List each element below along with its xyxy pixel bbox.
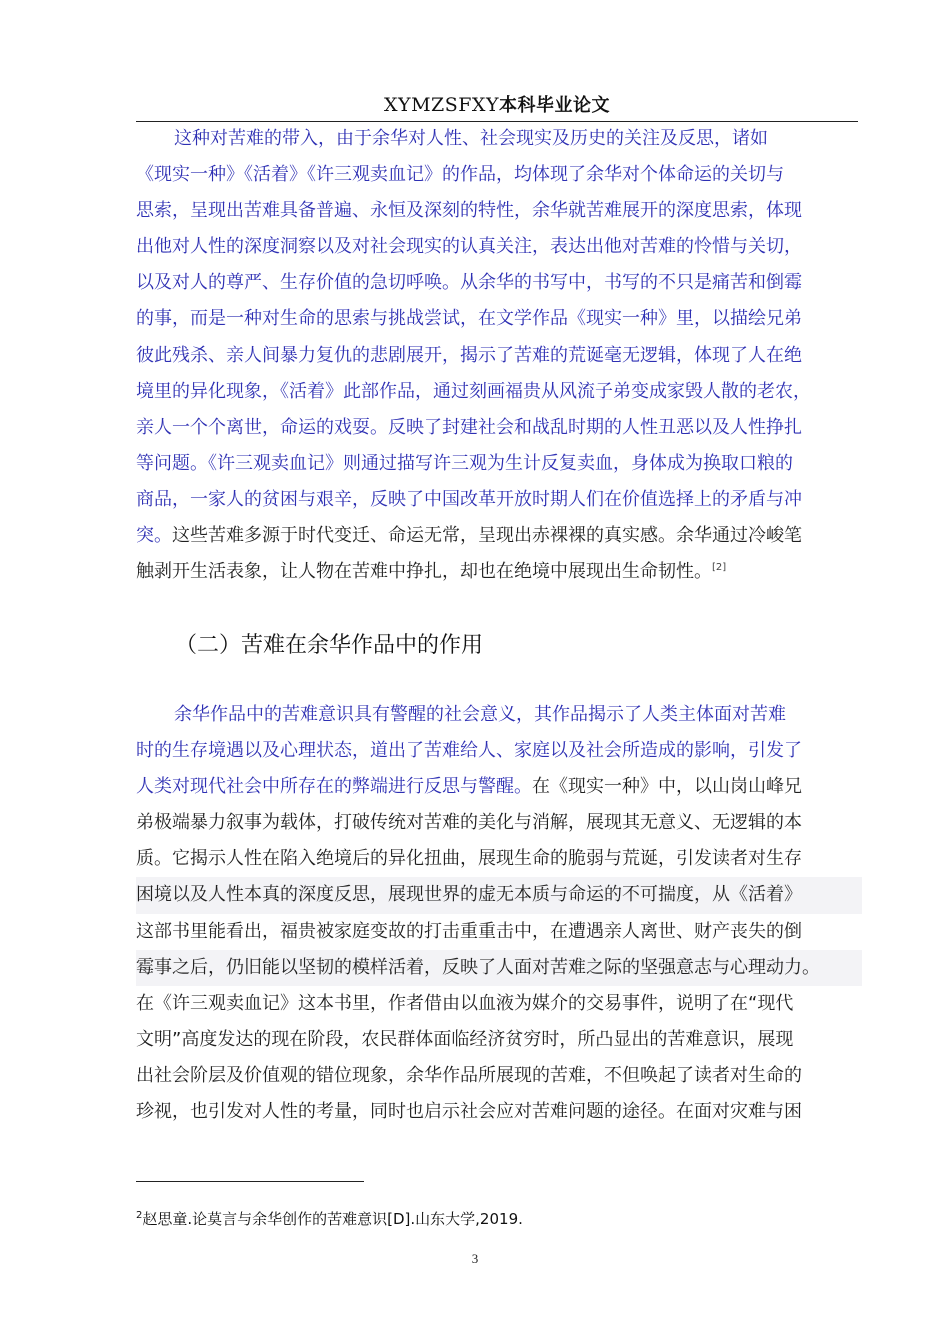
header-chinese: 本科毕业论文 — [499, 95, 610, 116]
text-segment: 触剥开生活表象，让人物在苦难中挣扎，却也在绝境中展现出生命韧性。 — [136, 561, 712, 583]
text-line: 霉事之后，仍旧能以坚韧的模样活着，反映了人面对苦难之际的坚强意志与心理动力。 — [136, 950, 862, 986]
text-line: 商品，一家人的贫困与艰辛，反映了中国改革开放时期人们在价值选择上的矛盾与冲 — [136, 488, 802, 510]
footnote-separator — [136, 1181, 364, 1182]
text-line: 时的生存境遇以及心理状态，道出了苦难给人、家庭以及社会所造成的影响，引发了 — [136, 740, 802, 762]
paragraph-2 — [136, 697, 862, 1130]
footnote-text: 赵思童.论莫言与余华创作的苦难意识[D].山东大学,2019. — [142, 1210, 523, 1228]
page-number: 3 — [471, 1251, 479, 1266]
text-line: 出社会阶层及价值观的错位现象，余华作品所展现的苦难，不但唤起了读者对生命的 — [136, 1064, 802, 1086]
text-line: 弟极端暴力叙事为载体，打破传统对苦难的美化与消解，展现其无意义、无逻辑的本 — [136, 812, 802, 834]
footnote — [136, 1208, 523, 1230]
text-segment: 这些苦难多源于时代变迁、命运无常，呈现出赤裸裸的真实感。余华通过冷峻笔 — [172, 525, 802, 547]
text-line — [136, 518, 862, 554]
text-line — [136, 769, 862, 805]
text-line: 这种对苦难的带入，由于余华对人性、社会现实及历史的关注及反思，诸如 — [174, 128, 768, 149]
text-segment: 人类对现代社会中所存在的弊端进行反思与警醒。 — [136, 776, 532, 798]
footnote-mark: 2 — [136, 1210, 143, 1221]
text-line: 以及对人的尊严、生存价值的急切呼唤。从余华的书写中，书写的不只是痛苦和倒霉 — [136, 272, 802, 294]
citation-marker: [2] — [712, 562, 727, 574]
text-line: 珍视，也引发对人性的考量，同时也启示社会应对苦难问题的途径。在面对灾难与困 — [136, 1101, 802, 1123]
text-line: 文明”高度发达的现在阶段，农民群体面临经济贫穷时，所凸显出的苦难意识，展现 — [136, 1028, 794, 1050]
text-line: 质。它揭示人性在陷入绝境后的异化扭曲，展现生命的脆弱与荒诞，引发读者对生存 — [136, 848, 802, 870]
text-line: 彼此残杀、亲人间暴力复仇的悲剧展开，揭示了苦难的荒诞毫无逻辑，体现了人在绝 — [136, 344, 802, 366]
text-line — [136, 554, 862, 590]
text-line: 境里的异化现象，《活着》此部作品，通过刻画福贵从风流子弟变成家毁人散的老农， — [136, 380, 811, 402]
text-segment: 在《现实一种》中，以山岗山峰兄 — [532, 776, 802, 798]
paragraph-1 — [136, 121, 862, 590]
header-latin: XYMZSFXY — [384, 94, 499, 116]
text-line: 思索，呈现出苦难具备普遍、永恒及深刻的特性，余华就苦难展开的深度思索，体现 — [136, 200, 802, 222]
text-line: 在《许三观卖血记》这本书里，作者借由以血液为媒介的交易事件，说明了在“现代 — [136, 992, 794, 1014]
section-heading: （二）苦难在余华作品中的作用 — [175, 633, 484, 658]
text-segment: 突。 — [136, 525, 172, 547]
running-header — [136, 92, 858, 122]
text-line: 的事，而是一种对生命的思索与挑战尝试，在文学作品《现实一种》里，以描绘兄弟 — [136, 308, 802, 330]
text-line: 困境以及人性本真的深度反思，展现世界的虚无本质与命运的不可揣度，从《活着》 — [136, 877, 862, 913]
text-line: 这部书里能看出，福贵被家庭变故的打击重重击中，在遭遇亲人离世、财产丧失的倒 — [136, 920, 802, 942]
text-line: 亲人一个个离世，命运的戏耍。反映了封建社会和战乱时期的人性丑恶以及人性挣扎 — [136, 416, 802, 438]
text-line: 余华作品中的苦难意识具有警醒的社会意义，其作品揭示了人类主体面对苦难 — [174, 704, 786, 725]
text-line: 等问题。《许三观卖血记》则通过描写许三观为生计反复卖血，身体成为换取口粮的 — [136, 452, 793, 474]
text-line: 《现实一种》《活着》《许三观卖血记》的作品，均体现了余华对个体命运的关切与 — [136, 164, 784, 186]
text-line: 出他对人性的深度洞察以及对社会现实的认真关注，表达出他对苦难的怜惜与关切， — [136, 236, 802, 258]
